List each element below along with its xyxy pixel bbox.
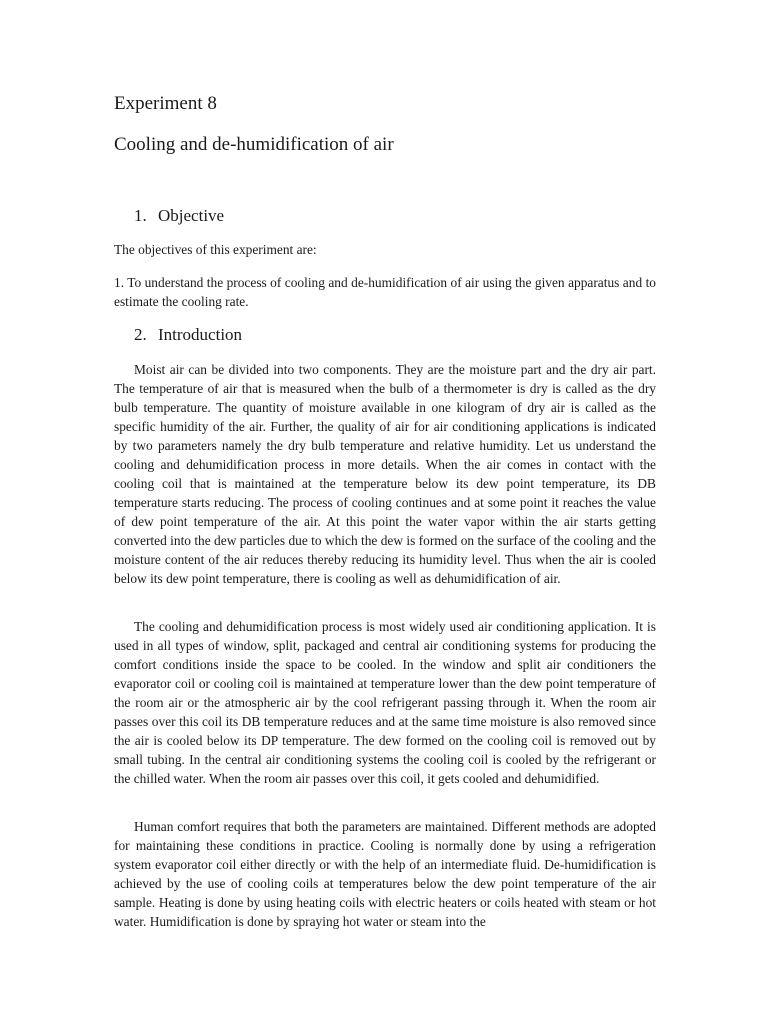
section-number: 2.: [134, 325, 147, 344]
objective-intro-text: The objectives of this experiment are:: [114, 242, 317, 257]
experiment-title: Experiment 8: [114, 93, 217, 114]
introduction-paragraph-2: The cooling and dehumidification process is most widely used air conditioning application. It is used in all types of window, split, packaged and central air conditioning systems for producing the comfort conditions inside the space to be cooled. In the window and split air conditioners the evaporator coil or cooling coil is maintained at temperature lower than the dew point temperature of the room air or the atmospheric air by the cool refrigerant passing through it. When the room air passes over this coil its DB temperature reduces and at the same time moisture is also removed since the air is cooled below its DP temperature. The dew formed on the cooling coil is removed out by small tubing. In the central air conditioning systems the cooling coil is cooled by the refrigerant or the chilled water. When the room air passes over this coil, it gets cooled and dehumidified.: [114, 619, 656, 786]
section-title: Objective: [158, 206, 225, 225]
section-heading-objective: [134, 206, 224, 226]
introduction-paragraph-3: Human comfort requires that both the parameters are maintained. Different methods are adopted for maintaining these conditions in practice. Cooling is normally done by using a refrigeration system evaporator coil either directly or with the help of an intermediate fluid. De-humidification is achieved by the use of cooling coils at temperatures below the dew point temperature of the air sample. Heating is done by using heating coils with electric heaters or coils heated with steam or hot water. Humidification is done by spraying hot water or steam into the: [114, 819, 656, 929]
section-heading-introduction: [134, 325, 242, 345]
section-title: Introduction: [158, 325, 243, 344]
section-number: 1.: [134, 206, 147, 225]
objective-item-1: 1. To understand the process of cooling and de-humidification of air using the given apparatus and to estimate the cooling rate.: [114, 275, 656, 309]
experiment-subtitle: Cooling and de-humidification of air: [114, 134, 394, 155]
introduction-paragraph-1: Moist air can be divided into two components. They are the moisture part and the dry air part. The temperature of air that is measured when the bulb of a thermometer is dry is called as the dry bulb temperature. The quantity of moisture available in one kilogram of dry air is called as the specific humidity of the air. Further, the quality of air for air conditioning applications is indicated by two parameters namely the dry bulb temperature and relative humidity. Let us understand the cooling and dehumidification process in more details. When the air comes in contact with the cooling coil that is maintained at the temperature below its dew point temperature, its DB temperature starts reducing. The process of cooling continues and at some point it reaches the value of dew point temperature of the air. At this point the water vapor within the air starts getting converted into the dew particles due to which the dew is formed on the surface of the cooling and the moisture content of the air reduces thereby reducing its humidity level. Thus when the air is cooled below its dew point temperature, there is cooling as well as dehumidification of air.: [114, 362, 656, 586]
